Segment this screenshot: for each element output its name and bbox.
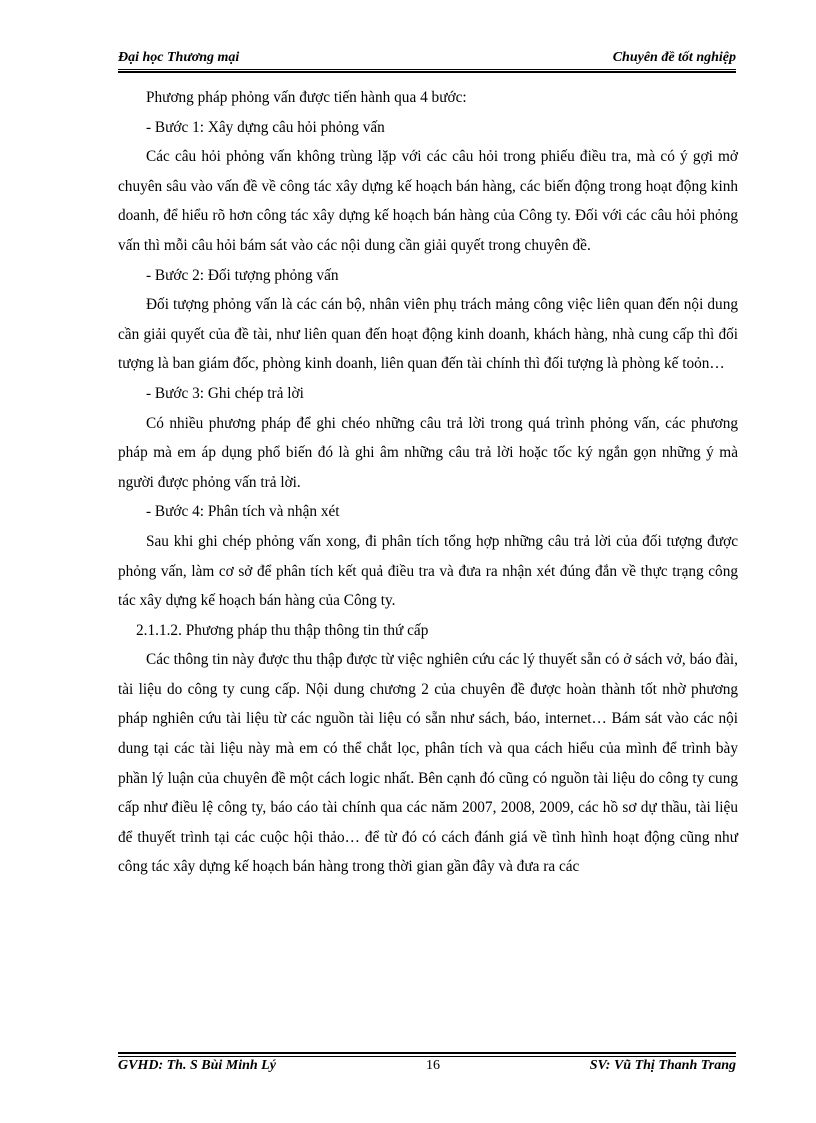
paragraph-secondary-data: Các thông tin này được thu thập được từ việc nghiên cứu các lý thuyết sẵn có ở sách vở, báo đài, tài liệu do công ty cung cấp. Nội dung chương 2 của chuyên đề được hoàn thành tốt nhờ phương pháp nghiên cứu tài liệu từ các nguồn tài liệu có sẵn như sách, báo, internet… Bám sát vào các nội dung tại các tài liệu này mà em có thể chắt lọc, phân tích và qua cách hiểu của mình để trình bày phần lý luận của chuyên đề một cách logic nhất. Bên cạnh đó cũng có nguồn tài liệu do công ty cung cấp như điều lệ công ty, báo cáo tài chính qua các năm 2007, 2008, 2009, các hồ sơ dự thầu, tài liệu để thuyết trình tại các cuộc hội thảo… để từ đó có cách đánh giá về tình hình hoạt động cũng như công tác xây dựng kế hoạch bán hàng trong thời gian gần đây và đưa ra các bbox=[118, 651, 738, 876]
paragraph-step-2-body: Đối tượng phỏng vấn là các cán bộ, nhân viên phụ trách mảng công việc liên quan đến nội dung cần giải quyết của đề tài, như liên quan đến hoạt động kinh doanh, khách hàng, nhà cung cấp thì đối tượng là ban giám đốc, phòng kinh doanh, liên quan đến tài chính thì đối tượng là phòng kế toỏn… bbox=[118, 296, 738, 373]
header-document-type: Chuyên đề tốt nghiệp bbox=[612, 50, 736, 65]
paragraph-intro: Phương pháp phỏng vấn được tiến hành qua 4 bước: bbox=[146, 89, 467, 106]
header-institution: Đại học Thương mại bbox=[118, 50, 240, 65]
page-header bbox=[118, 50, 736, 70]
paragraph-step-4: - Bước 4: Phân tích và nhận xét bbox=[146, 503, 340, 521]
paragraph-step-2: - Bước 2: Đối tượng phỏng vấn bbox=[146, 266, 339, 284]
section-heading: 2.1.1.2. Phương pháp thu thập thông tin thứ cấp bbox=[136, 621, 429, 639]
paragraph-step-1-body: Các câu hỏi phỏng vấn không trùng lặp với các câu hỏi trong phiếu điều tra, mà có ý gợi mở chuyên sâu vào vấn đề về công tác xây dựng kế hoạch bán hàng, các biến động trong hoạt động kinh doanh, để hiểu rõ hơn công tác xây dựng kế hoạch bán hàng của Công ty. Đối với các câu hỏi phỏng vấn thì mỗi câu hỏi bám sát vào các nội dung cần giải quyết trong chuyên đề. bbox=[118, 148, 738, 254]
footer-supervisor: GVHD: Th. S Bùi Minh Lý bbox=[118, 1058, 276, 1073]
page-footer bbox=[118, 1058, 736, 1078]
header-rule bbox=[118, 69, 736, 73]
paragraph-step-3-body: Có nhiều phương pháp để ghi chéo những câu trả lời trong quá trình phỏng vấn, các phương pháp mà em áp dụng phổ biến đó là ghi âm những câu trả lời hoặc tốc ký ngắn gọn những ý mà người được phỏng vấn trả lời. bbox=[118, 414, 738, 491]
paragraph-step-3: - Bước 3: Ghi chép trả lời bbox=[146, 384, 304, 402]
document-body bbox=[118, 83, 738, 882]
paragraph-step-4-body: Sau khi ghi chép phỏng vấn xong, đi phân tích tổng hợp những câu trả lời của đối tượng được phỏng vấn, làm cơ sở để phân tích kết quả điều tra và đưa ra nhận xét đúng đắn về thực trạng công tác xây dựng kế hoạch bán hàng của Công ty. bbox=[118, 532, 738, 610]
footer-rule bbox=[118, 1052, 736, 1057]
page-number: 16 bbox=[426, 1058, 440, 1073]
footer-student: SV: Vũ Thị Thanh Trang bbox=[589, 1058, 736, 1073]
paragraph-step-1: - Bước 1: Xây dựng câu hỏi phỏng vấn bbox=[146, 118, 385, 136]
